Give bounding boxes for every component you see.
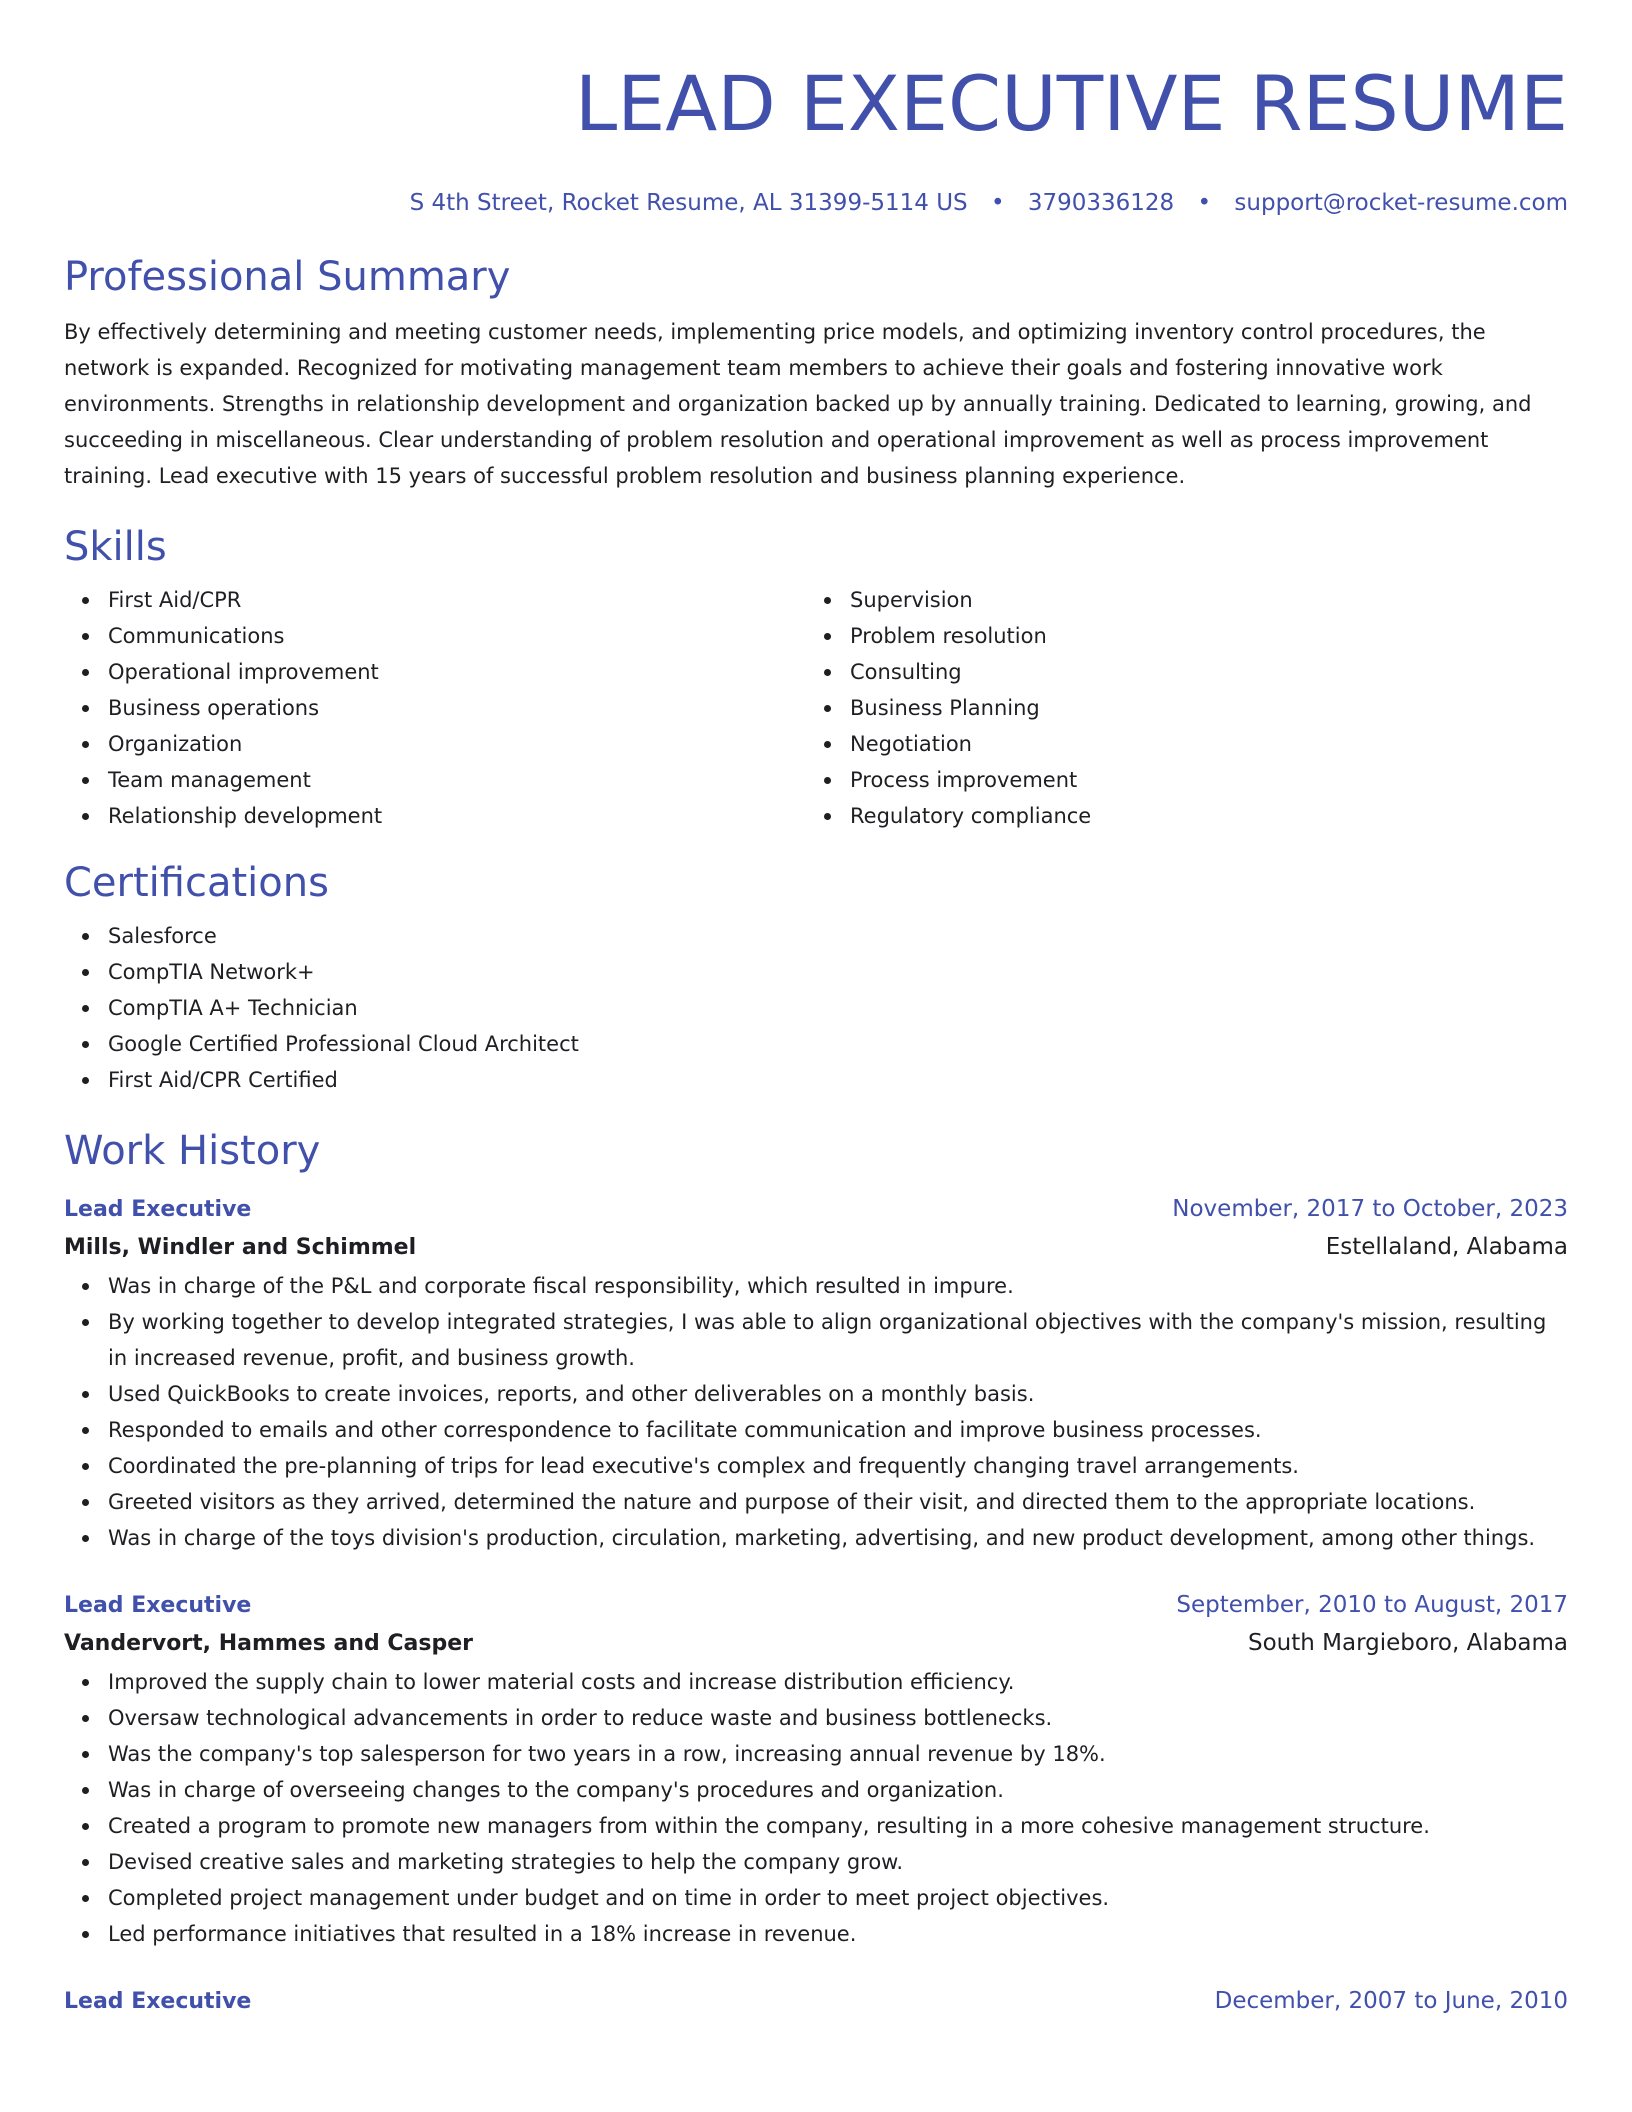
job-location: South Margieboro, Alabama: [1247, 1630, 1568, 1656]
resume-title: LEAD EXECUTIVE RESUME: [574, 59, 1568, 148]
skill-item: Consulting: [850, 654, 1548, 690]
job-bullet: Was in charge of overseeing changes to the company's procedures and organization.: [108, 1772, 1568, 1808]
contact-separator: •: [990, 190, 1005, 216]
job-dates: November, 2017 to October, 2023: [1172, 1196, 1568, 1222]
job-bullet: Was the company's top salesperson for two years in a row, increasing annual revenue by 18%.: [108, 1736, 1568, 1772]
skills-grid: [64, 582, 1568, 834]
job-location: Estellaland, Alabama: [1325, 1234, 1568, 1260]
job-company: Mills, Windler and Schimmel: [64, 1235, 417, 1260]
work-history-section: [64, 1126, 1568, 2019]
job-bullet: Oversaw technological advancements in order to reduce waste and business bottlenecks.: [108, 1700, 1568, 1736]
certifications-section: [64, 858, 1568, 1098]
job-subheader: [64, 1227, 1568, 1268]
job-title: Lead Executive: [64, 1593, 252, 1618]
summary-text: By effectively determining and meeting customer needs, implementing price models, and optimizing inventory control procedures, the network is expanded. Recognized for motivating management team members to achieve their goals and fostering innovative work environments. Strengths in relationship development and organization backed up by annually training. Dedicated to learning, growing, and succeeding in miscellaneous. Clear understanding of problem resolution and operational improvement as well as process improvement training. Lead executive with 15 years of successful problem resolution and business planning experience.: [64, 320, 1532, 488]
job-bullet: Responded to emails and other correspondence to facilitate communication and improve business processes.: [108, 1412, 1568, 1448]
job-bullet: Led performance initiatives that resulted in a 18% increase in revenue.: [108, 1916, 1568, 1952]
job-header: [64, 1984, 1568, 2019]
job-entry: [64, 1588, 1568, 1952]
certification-item: CompTIA A+ Technician: [108, 990, 1568, 1026]
phone: 3790336128: [1027, 190, 1175, 216]
job-title: Lead Executive: [64, 1989, 252, 2014]
certification-item: Google Certified Professional Cloud Architect: [108, 1026, 1568, 1062]
skill-item: Relationship development: [108, 798, 806, 834]
job-bullet: Improved the supply chain to lower material costs and increase distribution efficiency.: [108, 1664, 1568, 1700]
contact-separator: •: [1197, 190, 1212, 216]
job-bullet: Used QuickBooks to create invoices, reports, and other deliverables on a monthly basis.: [108, 1376, 1568, 1412]
job-bullet: Greeted visitors as they arrived, determined the nature and purpose of their visit, and directed them to the appropriate locations.: [108, 1484, 1568, 1520]
job-dates: December, 2007 to June, 2010: [1214, 1988, 1568, 2014]
job-header: [64, 1588, 1568, 1623]
skill-item: Supervision: [850, 582, 1548, 618]
job-bullet: By working together to develop integrated strategies, I was able to align organizational objectives with the company's mission, resulting in increased revenue, profit, and business growth.: [108, 1304, 1568, 1376]
email-link[interactable]: support@rocket-resume.com: [1234, 190, 1568, 216]
skill-item: Team management: [108, 762, 806, 798]
job-entry: [64, 1984, 1568, 2019]
certification-item: First Aid/CPR Certified: [108, 1062, 1568, 1098]
skill-item: Communications: [108, 618, 806, 654]
job-company: Vandervort, Hammes and Casper: [64, 1631, 473, 1656]
certifications-heading: Certifications: [64, 860, 329, 906]
skill-item: Process improvement: [850, 762, 1548, 798]
job-bullet: Coordinated the pre-planning of trips for lead executive's complex and frequently changing travel arrangements.: [108, 1448, 1568, 1484]
resume-page: [64, 0, 1568, 2019]
summary-section: [64, 252, 1568, 494]
skills-heading: Skills: [64, 524, 167, 570]
skills-column-left: [64, 582, 806, 834]
job-entry: [64, 1192, 1568, 1556]
skill-item: Business Planning: [850, 690, 1548, 726]
skills-section: [64, 522, 1568, 834]
skill-item: Business operations: [108, 690, 806, 726]
work-history-heading: Work History: [64, 1128, 321, 1174]
skill-item: Regulatory compliance: [850, 798, 1548, 834]
contact-line: [64, 188, 1568, 218]
skill-item: Organization: [108, 726, 806, 762]
job-header: [64, 1192, 1568, 1227]
job-dates: September, 2010 to August, 2017: [1176, 1592, 1568, 1618]
job-bullet: Created a program to promote new managers from within the company, resulting in a more cohesive management structure.: [108, 1808, 1568, 1844]
address: S 4th Street, Rocket Resume, AL 31399-5114 US: [409, 190, 968, 216]
skills-column-right: [806, 582, 1548, 834]
summary-heading: Professional Summary: [64, 254, 511, 300]
skill-item: First Aid/CPR: [108, 582, 806, 618]
skill-item: Problem resolution: [850, 618, 1548, 654]
job-bullet: Completed project management under budget and on time in order to meet project objectives.: [108, 1880, 1568, 1916]
job-title: Lead Executive: [64, 1197, 252, 1222]
job-subheader: [64, 1623, 1568, 1664]
job-bullet: Was in charge of the P&L and corporate fiscal responsibility, which resulted in impure.: [108, 1268, 1568, 1304]
job-bullet: Was in charge of the toys division's production, circulation, marketing, advertising, and new product development, among other things.: [108, 1520, 1568, 1556]
job-bullet: Devised creative sales and marketing strategies to help the company grow.: [108, 1844, 1568, 1880]
skill-item: Negotiation: [850, 726, 1548, 762]
certification-item: Salesforce: [108, 918, 1568, 954]
certification-item: CompTIA Network+: [108, 954, 1568, 990]
skill-item: Operational improvement: [108, 654, 806, 690]
